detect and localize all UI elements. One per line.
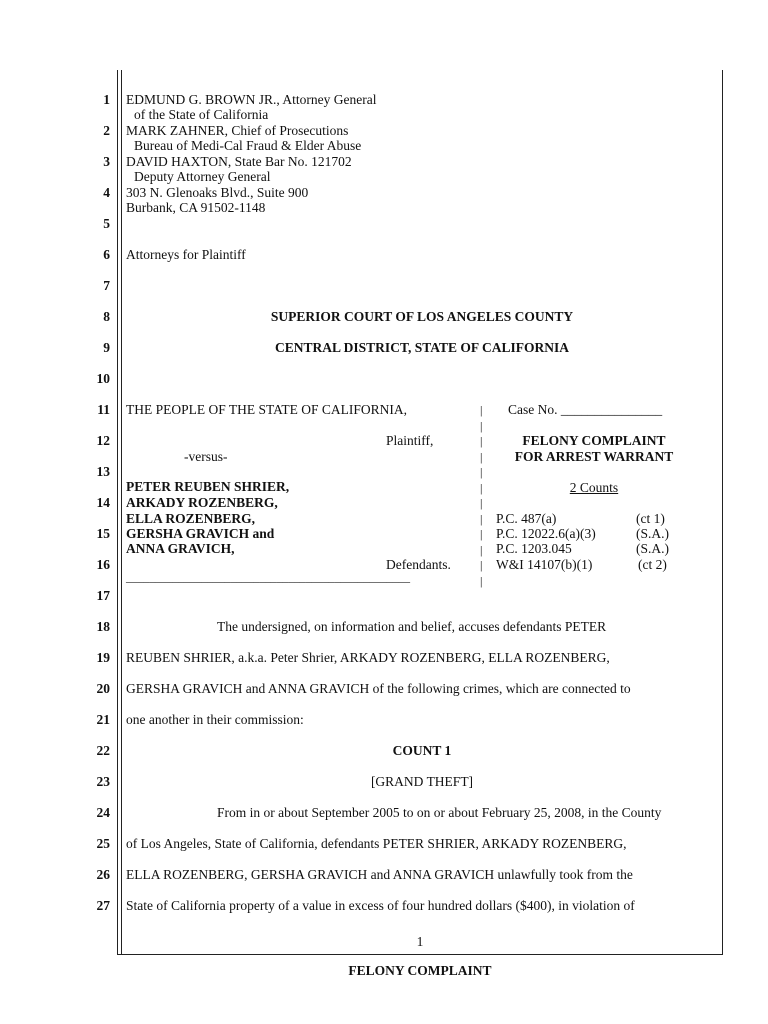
versus-label: -versus-	[184, 449, 228, 464]
court-district: CENTRAL DISTRICT, STATE OF CALIFORNIA	[275, 340, 569, 355]
intro-paragraph-line: GERSHA GRAVICH and ANNA GRAVICH of the following crimes, which are connected to	[126, 681, 631, 696]
plaintiff-label: Plaintiff,	[386, 433, 434, 448]
intro-paragraph-line: The undersigned, on information and belief, accuses defendants PETER	[217, 619, 607, 634]
count-paragraph-line: State of California property of a value in excess of four hundred dollars ($400), in violation of	[126, 898, 635, 913]
caption-separator: |	[480, 496, 483, 510]
attorney-line: MARK ZAHNER, Chief of Prosecutions	[126, 123, 349, 138]
defendant-name: PETER REUBEN SHRIER,	[126, 479, 290, 494]
line-number: 16	[96, 557, 110, 572]
line-number: 17	[96, 588, 110, 603]
bottom-rule	[117, 954, 723, 955]
charge-code: P.C. 1203.045	[496, 541, 572, 556]
caption-separator: |	[480, 527, 483, 541]
left-margin-rule-inner	[121, 70, 122, 954]
caption-separator: |	[480, 481, 483, 495]
defendant-name: GERSHA GRAVICH and	[126, 526, 275, 541]
line-number: 11	[97, 402, 110, 417]
attorney-line: EDMUND G. BROWN JR., Attorney General	[126, 92, 377, 107]
caption-separator: |	[480, 434, 483, 448]
line-number: 6	[103, 247, 110, 262]
caption-separator: |	[480, 465, 483, 479]
attorney-role: Attorneys for Plaintiff	[126, 247, 246, 262]
counts-label: 2 Counts	[569, 480, 619, 495]
line-number: 24	[96, 805, 110, 820]
page-number: 1	[416, 934, 424, 949]
charge-code: P.C. 487(a)	[496, 511, 557, 526]
line-number: 4	[103, 185, 110, 200]
complaint-subtitle: FOR ARREST WARRANT	[514, 449, 674, 464]
line-number: 23	[96, 774, 110, 789]
line-number: 26	[96, 867, 110, 882]
line-number: 25	[96, 836, 110, 851]
attorney-line: DAVID HAXTON, State Bar No. 121702	[126, 154, 352, 169]
caption-separator: |	[480, 512, 483, 526]
count-paragraph-line: From in or about September 2005 to on or about February 25, 2008, in the County	[217, 805, 662, 820]
charge-note: (S.A.)	[636, 526, 669, 541]
line-number: 14	[96, 495, 110, 510]
line-number: 22	[96, 743, 110, 758]
line-number: 20	[96, 681, 110, 696]
line-number: 27	[96, 898, 110, 913]
line-number: 7	[103, 278, 110, 293]
defendants-label: Defendants.	[386, 557, 451, 572]
attorney-line: 303 N. Glenoaks Blvd., Suite 900	[126, 185, 309, 200]
line-number: 2	[103, 123, 110, 138]
line-number: 21	[96, 712, 110, 727]
attorney-line: Deputy Attorney General	[134, 169, 271, 184]
charge-code: P.C. 12022.6(a)(3)	[496, 526, 596, 541]
caption-separator: |	[480, 450, 483, 464]
count-paragraph-line: of Los Angeles, State of California, defendants PETER SHRIER, ARKADY ROZENBERG,	[126, 836, 627, 851]
count-paragraph-line: ELLA ROZENBERG, GERSHA GRAVICH and ANNA GRAVICH unlawfully took from the	[126, 867, 633, 882]
caption-separator: |	[480, 558, 483, 572]
intro-paragraph-line: REUBEN SHRIER, a.k.a. Peter Shrier, ARKADY ROZENBERG, ELLA ROZENBERG,	[126, 650, 610, 665]
line-number: 13	[96, 464, 110, 479]
court-name: SUPERIOR COURT OF LOS ANGELES COUNTY	[270, 309, 574, 324]
case-number: Case No. _______________	[508, 402, 663, 417]
charge-note: (ct 1)	[636, 511, 665, 526]
attorney-line: of the State of California	[134, 107, 269, 122]
intro-paragraph-line: one another in their commission:	[126, 712, 304, 727]
line-number: 12	[96, 433, 110, 448]
count-heading: COUNT 1	[392, 743, 452, 758]
caption-separator: |	[480, 574, 483, 588]
left-margin-rule-outer	[117, 70, 118, 954]
defendant-name: ARKADY ROZENBERG,	[126, 495, 278, 510]
line-number: 15	[96, 526, 110, 541]
caption-separator: |	[480, 543, 483, 557]
line-number: 8	[103, 309, 110, 324]
right-margin-rule	[722, 70, 723, 954]
footer-title: FELONY COMPLAINT	[348, 963, 492, 978]
line-number: 10	[96, 371, 110, 386]
defendant-name: ELLA ROZENBERG,	[126, 511, 256, 526]
charge-code: W&I 14107(b)(1)	[496, 557, 593, 572]
plaintiff-name: THE PEOPLE OF THE STATE OF CALIFORNIA,	[126, 402, 408, 417]
caption-separator: |	[480, 403, 483, 417]
attorney-line: Bureau of Medi-Cal Fraud & Elder Abuse	[134, 138, 362, 153]
defendant-name: ANNA GRAVICH,	[126, 541, 235, 556]
line-number: 18	[96, 619, 110, 634]
line-number: 1	[103, 92, 110, 107]
caption-signature-line: _________________________________________________	[126, 571, 411, 584]
charge-note: (S.A.)	[636, 541, 669, 556]
count-subheading: [GRAND THEFT]	[370, 774, 474, 789]
line-number: 5	[103, 216, 110, 231]
attorney-line: Burbank, CA 91502-1148	[126, 200, 266, 215]
complaint-title: FELONY COMPLAINT	[522, 433, 666, 448]
line-number: 19	[96, 650, 110, 665]
line-number: 9	[103, 340, 110, 355]
caption-separator: |	[480, 419, 483, 433]
charge-note: (ct 2)	[638, 557, 667, 572]
line-number: 3	[103, 154, 110, 169]
